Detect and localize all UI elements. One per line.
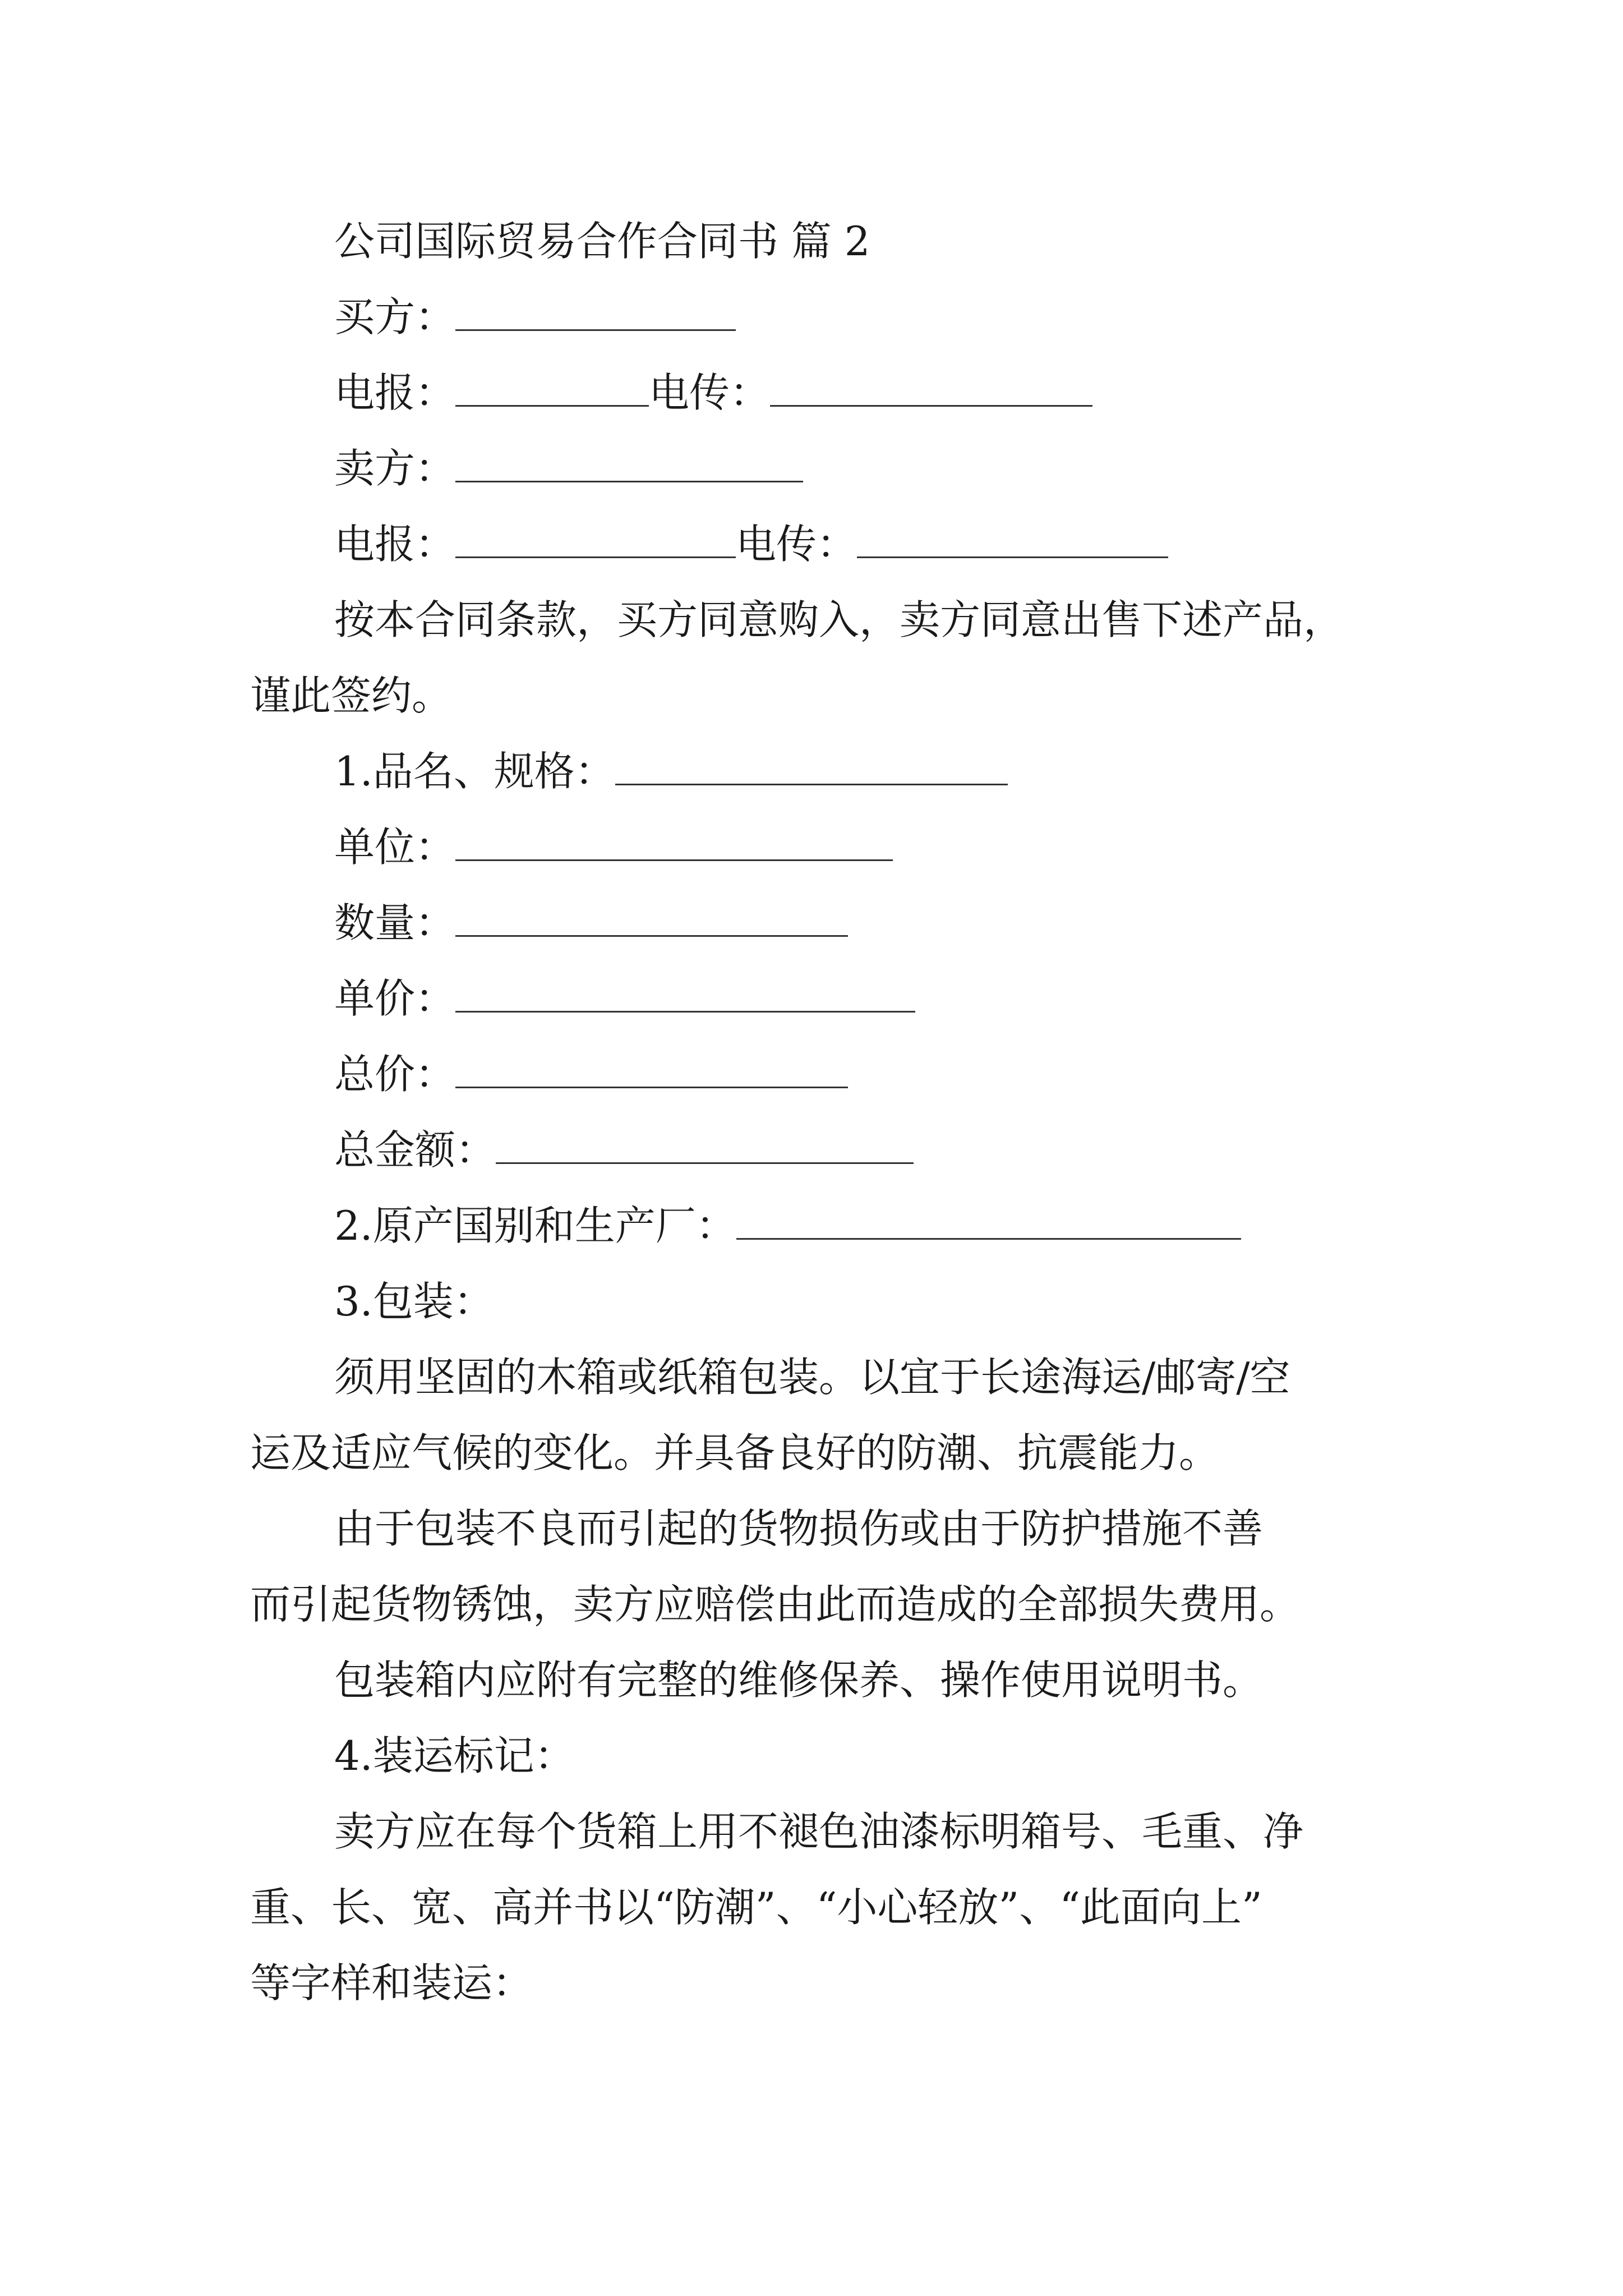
- seller-fax-blank: [857, 522, 1168, 558]
- seller-telegram-label: 电报：: [334, 521, 456, 568]
- total-price-label: 总价：: [334, 1051, 456, 1098]
- quantity-label: 数量：: [334, 899, 456, 946]
- marks-text-3: 等字样和装运：: [250, 1959, 533, 2007]
- damage-line-2: [250, 1582, 1300, 1627]
- title-text: 公司国际贸易合作合同书 篇 2: [334, 218, 870, 265]
- unit-price-label: 单价：: [334, 975, 456, 1022]
- total-amount-blank: [496, 1128, 914, 1164]
- marks-text-2: 重、长、宽、高并书以“防潮”、“小心轻放”、“此面向上”: [250, 1884, 1262, 1931]
- manual-text: 包装箱内应附有完整的维修保养、操作使用说明书。: [334, 1657, 1264, 1704]
- damage-line-1: [334, 1506, 1263, 1551]
- buyer-contact-line: [334, 370, 1092, 415]
- intro-text-1: 按本合同条款，买方同意购入，卖方同意出售下述产品，: [334, 596, 1344, 643]
- damage-text-1: 由于包装不良而引起的货物损伤或由于防护措施不善: [334, 1505, 1264, 1552]
- intro-text-2: 谨此签约。: [250, 672, 453, 719]
- item3-label: 3.包装：: [334, 1278, 494, 1325]
- marks-line-3: [250, 1961, 533, 2005]
- packing-line-1: [334, 1355, 1290, 1400]
- unit-label: 单位：: [334, 823, 456, 871]
- unit-price-blank: [455, 976, 915, 1013]
- item4-line: [334, 1733, 575, 1778]
- quantity-blank: [455, 900, 848, 937]
- item2-line: [334, 1203, 1241, 1248]
- buyer-line: [334, 295, 736, 339]
- item2-label: 2.原产国别和生产厂：: [334, 1202, 736, 1249]
- seller-fax-label: 电传：: [736, 521, 857, 568]
- item3-line: [334, 1279, 494, 1324]
- seller-label: 卖方：: [334, 445, 456, 492]
- manual-line: [334, 1658, 1263, 1703]
- packing-text-2: 运及适应气候的变化。并具备良好的防潮、抗震能力。: [250, 1429, 1220, 1476]
- document-title: [334, 219, 870, 264]
- seller-contact-line: [334, 522, 1168, 567]
- total-price-blank: [455, 1052, 848, 1088]
- unit-blank: [455, 825, 893, 861]
- total-price-line: [334, 1052, 848, 1097]
- packing-text-1: 须用坚固的木箱或纸箱包装。以宜于长途海运/邮寄/空: [334, 1354, 1290, 1401]
- buyer-telegram-label: 电报：: [334, 369, 456, 416]
- buyer-telegram-blank: [455, 370, 649, 407]
- item2-blank: [736, 1203, 1241, 1240]
- item4-label: 4.装运标记：: [334, 1732, 575, 1779]
- item1-blank: [615, 749, 1008, 785]
- quantity-line: [334, 900, 848, 945]
- marks-text-1: 卖方应在每个货箱上用不褪色油漆标明箱号、毛重、净: [334, 1808, 1304, 1855]
- marks-line-2: [250, 1885, 1262, 1930]
- intro-line-1: [334, 597, 1344, 642]
- buyer-label: 买方：: [334, 293, 456, 341]
- total-amount-line: [334, 1128, 914, 1172]
- buyer-blank: [455, 295, 736, 331]
- unit-line: [334, 825, 893, 869]
- marks-line-1: [334, 1809, 1303, 1854]
- seller-line: [334, 446, 803, 491]
- buyer-fax-blank: [770, 370, 1092, 407]
- seller-telegram-blank: [455, 522, 736, 558]
- item1-label: 1.品名、规格：: [334, 748, 615, 795]
- damage-text-2: 而引起货物锈蚀，卖方应赔偿由此而造成的全部损失费用。: [250, 1581, 1301, 1628]
- total-amount-label: 总金额：: [334, 1126, 496, 1174]
- buyer-fax-label: 电传：: [649, 369, 771, 416]
- unit-price-line: [334, 976, 915, 1021]
- packing-line-2: [250, 1430, 1219, 1475]
- item1-line: [334, 749, 1008, 794]
- intro-line-2: [250, 673, 452, 718]
- seller-blank: [455, 446, 803, 482]
